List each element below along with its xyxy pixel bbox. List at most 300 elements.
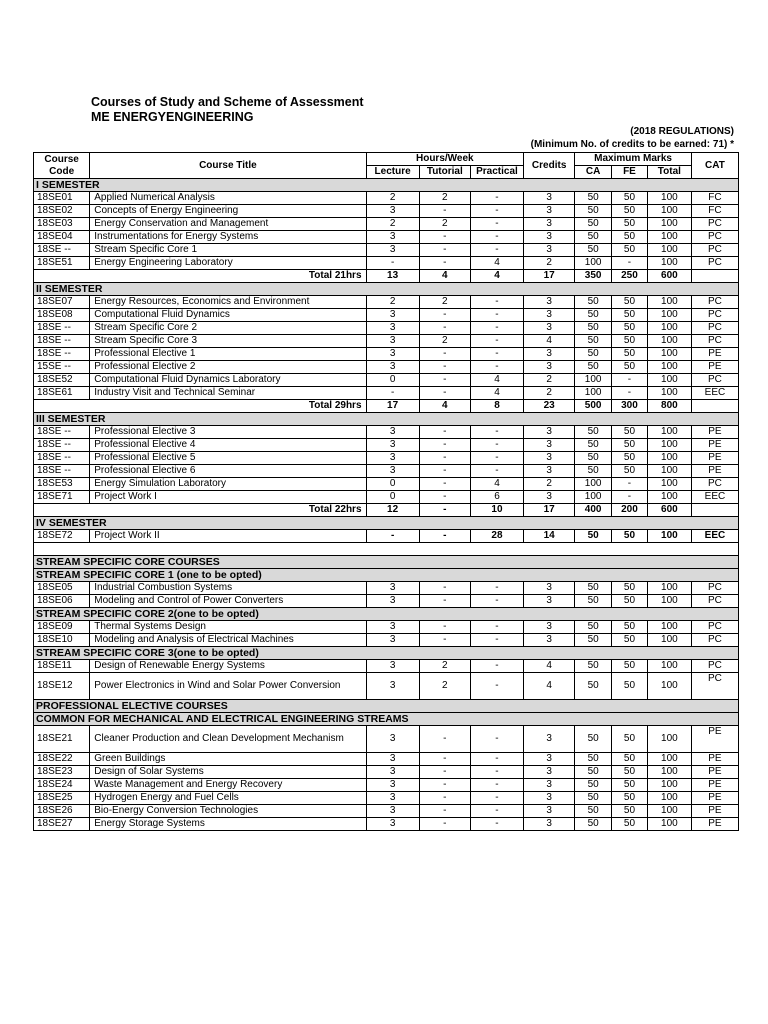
cell-ca: 50 [575, 673, 612, 700]
cell-course-title: Industry Visit and Technical Seminar [90, 387, 366, 400]
cell-lecture: 3 [366, 348, 419, 361]
cell-tutorial: - [419, 582, 470, 595]
cell-lecture: 3 [366, 634, 419, 647]
cell-ca: 50 [575, 452, 612, 465]
cell-ca: 50 [575, 805, 612, 818]
cell-course-title: Design of Renewable Energy Systems [90, 660, 366, 673]
col-max-marks: Maximum Marks [575, 153, 692, 166]
cell-practical: - [470, 660, 523, 673]
cell-credits: 3 [524, 491, 575, 504]
cell-tutorial: - [419, 818, 470, 831]
cell-total: 100 [647, 673, 691, 700]
cell-total: 100 [647, 792, 691, 805]
cell-lecture: 3 [366, 805, 419, 818]
cell-total: 100 [647, 726, 691, 753]
cell-credits: 4 [524, 335, 575, 348]
cell-course-title: Energy Storage Systems [90, 818, 366, 831]
cell-practical: - [470, 621, 523, 634]
cell-course-title: Concepts of Energy Engineering [90, 205, 366, 218]
cell-fe: 50 [612, 309, 648, 322]
cell-lecture: - [366, 387, 419, 400]
col-hours-week: Hours/Week [366, 153, 524, 166]
cell-total: 100 [647, 621, 691, 634]
cell-tutorial: - [419, 491, 470, 504]
cell-ca: 100 [575, 387, 612, 400]
section-electives [34, 700, 739, 713]
cell-ca: 50 [575, 348, 612, 361]
cell-practical: - [470, 753, 523, 766]
total-tutorial: - [419, 504, 470, 517]
cell-tutorial: - [419, 465, 470, 478]
cell-course-code: 18SE -- [34, 244, 90, 257]
cell-practical: - [470, 218, 523, 231]
cell-tutorial: 2 [419, 296, 470, 309]
cell-lecture: 3 [366, 673, 419, 700]
cell-credits: 3 [524, 792, 575, 805]
cell-fe: 50 [612, 335, 648, 348]
cell-tutorial: - [419, 361, 470, 374]
cell-course-title: Cleaner Production and Clean Development Mechanism [90, 726, 366, 753]
col-lecture: Lecture [366, 166, 419, 179]
cell-lecture: 3 [366, 322, 419, 335]
cell-lecture: 3 [366, 753, 419, 766]
cell-practical: 4 [470, 257, 523, 270]
cell-course-code: 18SE24 [34, 779, 90, 792]
cell-course-code: 18SE03 [34, 218, 90, 231]
cell-cat: PC [691, 322, 738, 335]
cell-cat: PC [691, 231, 738, 244]
cell-ca: 50 [575, 231, 612, 244]
total-lecture: 13 [366, 270, 419, 283]
cell-cat: PE [691, 818, 738, 831]
total-label: Total 29hrs [34, 400, 367, 413]
program-title: ME ENERGYENGINEERING [91, 110, 254, 124]
cell-credits: 3 [524, 296, 575, 309]
cell-fe: 50 [612, 231, 648, 244]
cell-credits: 3 [524, 465, 575, 478]
cell-course-title: Modeling and Analysis of Electrical Machines [90, 634, 366, 647]
cell-cat: PE [691, 766, 738, 779]
cell-fe: - [612, 387, 648, 400]
cell-tutorial: - [419, 348, 470, 361]
cell-credits: 3 [524, 205, 575, 218]
cell-fe: 50 [612, 361, 648, 374]
cell-practical: - [470, 244, 523, 257]
cell-fe: 50 [612, 452, 648, 465]
cell-practical: - [470, 726, 523, 753]
total-cat-empty [691, 504, 738, 517]
cell-course-title: Energy Resources, Economics and Environment [90, 296, 366, 309]
course-table [33, 152, 739, 831]
cell-total: 100 [647, 387, 691, 400]
cell-ca: 50 [575, 621, 612, 634]
cell-total: 100 [647, 766, 691, 779]
cell-practical: - [470, 673, 523, 700]
cell-practical: - [470, 792, 523, 805]
cell-fe: 50 [612, 582, 648, 595]
table-row [34, 595, 739, 608]
section-sem1 [34, 179, 739, 192]
cell-ca: 50 [575, 792, 612, 805]
section-sem4-label: IV SEMESTER [34, 517, 739, 530]
cell-tutorial: - [419, 231, 470, 244]
cell-total: 100 [647, 309, 691, 322]
cell-credits: 3 [524, 439, 575, 452]
cell-tutorial: 2 [419, 192, 470, 205]
cell-total: 100 [647, 818, 691, 831]
cell-course-title: Energy Simulation Laboratory [90, 478, 366, 491]
cell-credits: 2 [524, 374, 575, 387]
cell-credits: 3 [524, 322, 575, 335]
cell-fe: 50 [612, 348, 648, 361]
cell-practical: - [470, 192, 523, 205]
cell-course-code: 18SE -- [34, 452, 90, 465]
cell-fe: 50 [612, 621, 648, 634]
cell-total: 100 [647, 257, 691, 270]
cell-course-code: 15SE -- [34, 361, 90, 374]
cell-ca: 100 [575, 478, 612, 491]
cell-lecture: 3 [366, 766, 419, 779]
cell-course-title: Professional Elective 4 [90, 439, 366, 452]
table-row [34, 634, 739, 647]
cell-course-code: 18SE02 [34, 205, 90, 218]
total-practical: 4 [470, 270, 523, 283]
section-common-label: COMMON FOR MECHANICAL AND ELECTRICAL ENGINEERING STREAMS [34, 713, 739, 726]
cell-lecture: 3 [366, 361, 419, 374]
cell-cat: EEC [691, 387, 738, 400]
cell-fe: 50 [612, 673, 648, 700]
cell-lecture: - [366, 257, 419, 270]
table-row [34, 296, 739, 309]
cell-tutorial: - [419, 452, 470, 465]
cell-fe: 50 [612, 205, 648, 218]
cell-course-code: 18SE -- [34, 335, 90, 348]
table-row [34, 530, 739, 543]
cell-practical: - [470, 335, 523, 348]
cell-total: 100 [647, 779, 691, 792]
cell-total: 100 [647, 582, 691, 595]
cell-total: 100 [647, 192, 691, 205]
cell-total: 100 [647, 439, 691, 452]
cell-practical: - [470, 766, 523, 779]
section-core1-label: STREAM SPECIFIC CORE 1 (one to be opted) [34, 569, 739, 582]
cell-cat: PE [691, 753, 738, 766]
total-credits: 17 [524, 270, 575, 283]
cell-total: 100 [647, 491, 691, 504]
cell-ca: 50 [575, 634, 612, 647]
cell-course-code: 18SE23 [34, 766, 90, 779]
cell-ca: 50 [575, 426, 612, 439]
cell-lecture: 3 [366, 426, 419, 439]
cell-course-code: 18SE12 [34, 673, 90, 700]
cell-fe: 50 [612, 753, 648, 766]
cell-course-title: Modeling and Control of Power Converters [90, 595, 366, 608]
table-row [34, 387, 739, 400]
total-tutorial: 4 [419, 270, 470, 283]
cell-course-code: 18SE27 [34, 818, 90, 831]
table-row [34, 792, 739, 805]
cell-cat: PE [691, 779, 738, 792]
cell-tutorial: - [419, 805, 470, 818]
cell-credits: 3 [524, 595, 575, 608]
cell-total: 100 [647, 465, 691, 478]
total-row [34, 400, 739, 413]
cell-course-title: Instrumentations for Energy Systems [90, 231, 366, 244]
cell-lecture: 0 [366, 478, 419, 491]
cell-course-code: 18SE10 [34, 634, 90, 647]
cell-course-title: Power Electronics in Wind and Solar Power Conversion [90, 673, 366, 700]
cell-fe: 50 [612, 218, 648, 231]
cell-lecture: 3 [366, 452, 419, 465]
spacer-row [34, 543, 739, 556]
cell-ca: 50 [575, 465, 612, 478]
cell-ca: 50 [575, 530, 612, 543]
total-cat-empty [691, 400, 738, 413]
cell-fe: 50 [612, 779, 648, 792]
table-row [34, 753, 739, 766]
cell-lecture: 3 [366, 465, 419, 478]
cell-fe: - [612, 491, 648, 504]
cell-lecture: 2 [366, 296, 419, 309]
cell-credits: 3 [524, 621, 575, 634]
cell-fe: 50 [612, 465, 648, 478]
cell-lecture: - [366, 530, 419, 543]
cell-ca: 50 [575, 439, 612, 452]
total-fe: 300 [612, 400, 648, 413]
cell-tutorial: - [419, 322, 470, 335]
cell-course-code: 18SE -- [34, 426, 90, 439]
cell-course-title: Stream Specific Core 3 [90, 335, 366, 348]
cell-course-title: Thermal Systems Design [90, 621, 366, 634]
table-row [34, 192, 739, 205]
cell-practical: 4 [470, 478, 523, 491]
cell-tutorial: - [419, 792, 470, 805]
table-row [34, 374, 739, 387]
cell-course-title: Professional Elective 1 [90, 348, 366, 361]
cell-practical: - [470, 296, 523, 309]
total-lecture: 17 [366, 400, 419, 413]
cell-ca: 50 [575, 818, 612, 831]
cell-tutorial: - [419, 634, 470, 647]
cell-fe: - [612, 257, 648, 270]
cell-cat: PE [691, 805, 738, 818]
cell-ca: 50 [575, 361, 612, 374]
cell-ca: 50 [575, 595, 612, 608]
cell-tutorial: - [419, 621, 470, 634]
cell-lecture: 0 [366, 374, 419, 387]
table-row [34, 335, 739, 348]
cell-cat: PC [691, 335, 738, 348]
cell-course-title: Professional Elective 2 [90, 361, 366, 374]
cell-fe: - [612, 374, 648, 387]
cell-ca: 50 [575, 205, 612, 218]
section-common [34, 713, 739, 726]
cell-total: 100 [647, 296, 691, 309]
cell-credits: 3 [524, 753, 575, 766]
total-row [34, 270, 739, 283]
cell-credits: 2 [524, 257, 575, 270]
cell-course-code: 18SE52 [34, 374, 90, 387]
cell-lecture: 3 [366, 439, 419, 452]
cell-cat: EEC [691, 530, 738, 543]
cell-total: 100 [647, 426, 691, 439]
cell-fe: 50 [612, 426, 648, 439]
cell-lecture: 2 [366, 192, 419, 205]
cell-course-code: 18SE07 [34, 296, 90, 309]
cell-cat: PC [691, 296, 738, 309]
cell-fe: 50 [612, 634, 648, 647]
cell-credits: 3 [524, 779, 575, 792]
cell-cat: EEC [691, 491, 738, 504]
regulations-label: (2018 REGULATIONS) [630, 126, 734, 137]
cell-fe: 50 [612, 595, 648, 608]
cell-practical: - [470, 361, 523, 374]
cell-course-code: 18SE53 [34, 478, 90, 491]
cell-tutorial: - [419, 779, 470, 792]
cell-course-code: 18SE51 [34, 257, 90, 270]
page-title: Courses of Study and Scheme of Assessment [91, 95, 364, 109]
cell-credits: 3 [524, 805, 575, 818]
cell-ca: 50 [575, 766, 612, 779]
col-ca: CA [575, 166, 612, 179]
cell-total: 100 [647, 530, 691, 543]
cell-practical: - [470, 452, 523, 465]
cell-credits: 3 [524, 818, 575, 831]
cell-total: 100 [647, 452, 691, 465]
cell-lecture: 3 [366, 244, 419, 257]
cell-credits: 3 [524, 192, 575, 205]
cell-lecture: 3 [366, 335, 419, 348]
total-fe: 250 [612, 270, 648, 283]
cell-lecture: 3 [366, 660, 419, 673]
cell-fe: 50 [612, 439, 648, 452]
cell-fe: 50 [612, 766, 648, 779]
cell-practical: - [470, 582, 523, 595]
cell-course-title: Design of Solar Systems [90, 766, 366, 779]
cell-credits: 3 [524, 452, 575, 465]
total-total: 600 [647, 270, 691, 283]
cell-course-title: Professional Elective 3 [90, 426, 366, 439]
total-label: Total 21hrs [34, 270, 367, 283]
section-stream-core [34, 556, 739, 569]
cell-practical: 28 [470, 530, 523, 543]
cell-course-code: 18SE -- [34, 465, 90, 478]
cell-course-code: 18SE11 [34, 660, 90, 673]
cell-course-title: Professional Elective 5 [90, 452, 366, 465]
section-core2-label: STREAM SPECIFIC CORE 2(one to be opted) [34, 608, 739, 621]
table-row [34, 205, 739, 218]
cell-cat: PC [691, 660, 738, 673]
cell-ca: 100 [575, 374, 612, 387]
table-row [34, 257, 739, 270]
cell-cat: PE [691, 792, 738, 805]
cell-practical: - [470, 231, 523, 244]
table-row [34, 582, 739, 595]
cell-cat: PE [691, 361, 738, 374]
section-core3-label: STREAM SPECIFIC CORE 3(one to be opted) [34, 647, 739, 660]
cell-tutorial: - [419, 426, 470, 439]
col-course-code: Course Code [34, 153, 90, 179]
cell-course-title: Applied Numerical Analysis [90, 192, 366, 205]
cell-total: 100 [647, 335, 691, 348]
cell-credits: 3 [524, 582, 575, 595]
table-row [34, 361, 739, 374]
cell-course-title: Project Work II [90, 530, 366, 543]
cell-cat: PC [691, 595, 738, 608]
section-core2 [34, 608, 739, 621]
cell-cat: FC [691, 192, 738, 205]
cell-fe: 50 [612, 296, 648, 309]
cell-tutorial: - [419, 205, 470, 218]
col-course-title: Course Title [90, 153, 366, 179]
cell-lecture: 3 [366, 726, 419, 753]
cell-cat: PC [691, 634, 738, 647]
section-sem2-label: II SEMESTER [34, 283, 739, 296]
cell-practical: 4 [470, 374, 523, 387]
cell-course-title: Hydrogen Energy and Fuel Cells [90, 792, 366, 805]
cell-credits: 4 [524, 673, 575, 700]
total-credits: 23 [524, 400, 575, 413]
cell-total: 100 [647, 478, 691, 491]
cell-cat: PE [691, 439, 738, 452]
cell-tutorial: - [419, 478, 470, 491]
table-row [34, 766, 739, 779]
table-row [34, 491, 739, 504]
cell-tutorial: - [419, 257, 470, 270]
cell-lecture: 3 [366, 205, 419, 218]
cell-course-title: Project Work I [90, 491, 366, 504]
cell-total: 100 [647, 231, 691, 244]
cell-lecture: 3 [366, 231, 419, 244]
cell-fe: 50 [612, 805, 648, 818]
table-row [34, 231, 739, 244]
table-row [34, 673, 739, 700]
cell-ca: 50 [575, 309, 612, 322]
cell-credits: 3 [524, 361, 575, 374]
cell-ca: 50 [575, 726, 612, 753]
table-row [34, 726, 739, 753]
cell-credits: 14 [524, 530, 575, 543]
table-row [34, 621, 739, 634]
cell-credits: 2 [524, 478, 575, 491]
total-ca: 400 [575, 504, 612, 517]
total-row [34, 504, 739, 517]
section-sem3-label: III SEMESTER [34, 413, 739, 426]
cell-practical: - [470, 465, 523, 478]
cell-course-title: Energy Conservation and Management [90, 218, 366, 231]
course-table-body [34, 179, 739, 831]
cell-tutorial: - [419, 439, 470, 452]
cell-ca: 50 [575, 322, 612, 335]
cell-lecture: 3 [366, 792, 419, 805]
section-core3 [34, 647, 739, 660]
cell-practical: 6 [470, 491, 523, 504]
cell-course-code: 18SE61 [34, 387, 90, 400]
cell-practical: - [470, 439, 523, 452]
cell-cat: PC [691, 309, 738, 322]
total-ca: 350 [575, 270, 612, 283]
cell-total: 100 [647, 805, 691, 818]
cell-practical: - [470, 595, 523, 608]
col-fe: FE [612, 166, 648, 179]
col-total: Total [647, 166, 691, 179]
cell-tutorial: - [419, 753, 470, 766]
cell-cat: PE [691, 426, 738, 439]
cell-ca: 50 [575, 582, 612, 595]
cell-tutorial: 2 [419, 218, 470, 231]
cell-total: 100 [647, 244, 691, 257]
cell-fe: 50 [612, 244, 648, 257]
